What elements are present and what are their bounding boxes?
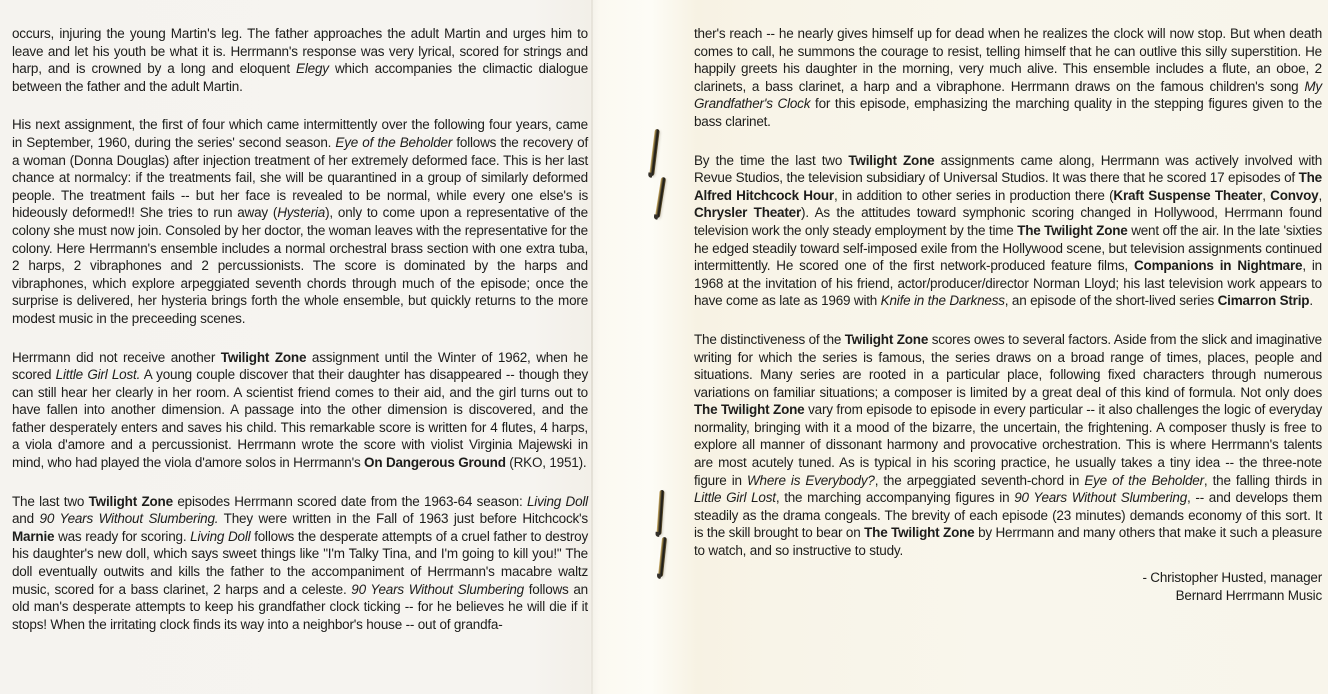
bold-text: Twilight Zone [844,331,929,347]
bold-text: The Twilight Zone [1017,222,1128,238]
body-text: which accompanies the climactic dialogue between the father and the adult Martin. [12,61,589,94]
signature-block [694,569,1322,606]
italic-text: Where is Everybody? [746,472,875,488]
staple-bottom-icon [658,537,667,577]
italic-text: 90 Years Without Slumbering [351,581,524,597]
body-text: was ready for scoring. [54,528,191,544]
body-text: by Herrmann and many others that make it such a pleasure to watch, and so instructive to study. [694,525,1323,559]
body-text: , the arpeggiated seventh-chord in [874,472,1085,488]
body-text: , an episode of the short-lived series [1004,293,1218,309]
italic-text: 90 Years Without Slumbering. [39,511,219,527]
italic-text: My Grandfather's Clock [694,78,1322,112]
body-text: The distinctiveness of the [694,331,845,347]
page-fold-crease [591,0,593,694]
body-text: follows the recovery of a woman (Donna Douglas) after injection treatment of her extremely deformed face. This is her last chance at normalcy: if the treatments fail, she will be quarantined in a group of similarly deformed people. The treatment fails -- but her face is revealed to be normal, while every one else's is hideously deformed!! She tries to run away ( [12,134,589,221]
bold-text: Twilight Zone [848,152,935,168]
italic-text: 90 Years Without Slumbering [1014,490,1188,506]
body-text: ther's reach -- he nearly gives himself up for dead when he realizes the clock will now stop. But when death comes to call, he summons the courage to resist, telling himself that he can outlive this silly superstition. He happily greets his daughter in the morning, very much alive. This ensemble includes a flute, an oboe, 2 clarinets, a bass clarinet, a harp and a vibraphone. Herrmann draws on the famous children's song [694,26,1322,94]
page-right-text-column [694,25,1322,606]
body-text: occurs, injuring the young Martin's leg. The father approaches the adult Martin and urges him to leave and let his youth be what it is. Herrmann's response was very lyrical, scored for strings and harp, and is crowned by a long and eloquent [12,26,588,77]
paragraph [694,331,1322,560]
body-text: ). As the attitudes toward symphonic scoring changed in Hollywood, Herrmann found television work the only steady employment by the time [694,205,1322,238]
bold-text: Marnie [12,528,55,544]
italic-text: Eye of the Beholder [335,134,453,150]
body-text: went off the air. In the late 'sixties he edged steadily toward self-imposed exile from the Hollywood scene, but television assignments continued intermittently. He scored one of the first network-produced feature films, [694,222,1322,274]
body-text: By the time the last two [694,152,849,168]
body-text: , -- and develops them steadily as the drama congeals. The brevity of each episode (23 minutes) demands economy of this sort. It is the skill brought to bear on [694,490,1322,541]
body-text: , the falling thirds in [1203,472,1323,488]
page-left-text-column [12,25,588,633]
body-text: , [1318,187,1323,203]
body-text: , in addition to other series in production there ( [833,187,1114,203]
italic-text: Elegy [296,61,329,77]
body-text: vary from episode to episode in every particular -- it also challenges the logic of everyday normality, bringing with it a mood of the bizarre, the uncertain, the frightening. A composer thusly is free to explore all manner of dissonant harmony and provocative orchestration. This is where Herrmann's talents are most acutely tuned. As is typical in his scoring practice, he usually takes a tiny idea -- the three-note figure in [694,402,1322,488]
bold-text: On Dangerous Ground [364,455,506,471]
italic-text: Hysteria [277,205,326,221]
bold-text: Twilight Zone [220,349,307,365]
italic-text: Little Girl Lost [694,490,776,506]
body-text: episodes Herrmann scored date from the 1963-64 season: [172,493,527,509]
italic-text: Little Girl Lost. [55,367,141,383]
bold-text: Companions in Nightmare [1133,258,1303,274]
body-text: for this episode, emphasizing the marching quality in the stepping figures given to the bass clarinet. [694,96,1323,129]
body-text: follows the desperate attempts of a cruel father to destroy his daughter's new doll, which says sweet things like "I'm Talky Tina, and I'm going to kill you!" The doll eventually outwits and kills the father to the accompaniment of Herrmann's macabre waltz music, scored for a bass clarinet, 2 harps and a celeste. [12,528,588,597]
body-text: A young couple discover that their daughter has disappeared -- though they can still hear her clearly in her room. A scientist friend comes to their aid, and the girl turns out to have fallen into another dimension. A passage into the other dimension is discovered, and the father desperately enters and saves his child. This remarkable score is written for 4 flutes, 4 harps, a viola d'amore and a percussionist. Herrmann wrote the score with violist Virginia Majewski in mind, who had played the viola d'amore solos in Herrmann's [12,367,588,471]
body-text: His next assignment, the first of four which came intermittently over the following four years, came in September, 1960, during the series' second season. [12,117,588,150]
italic-text: Living Doll [190,528,251,544]
body-text: (RKO, 1951). [505,455,587,471]
body-text: assignment until the Winter of 1962, when he scored [12,349,589,383]
body-text: , in 1968 at the invitation of his friend, actor/producer/director Norman Lloyd; his last television work appears to have come as late as 1969 with [694,258,1322,309]
staple-top-icon [655,177,666,218]
bold-text: The Alfred Hitchcock Hour [694,170,1322,203]
paragraph [694,152,1322,310]
italic-text: Knife in the Darkness [880,293,1005,309]
paragraph [12,116,588,327]
bold-text: Kraft Suspense Theater [1113,187,1263,203]
signature-company-line: Bernard Herrmann Music [1175,588,1322,604]
paragraph [694,25,1322,131]
body-text: The last two [12,493,89,509]
bold-text: The Twilight Zone [864,525,975,541]
bold-text: Cimarron Strip [1217,293,1310,309]
body-text: ), only to come upon a representative of the colony she must now join. Consoled by her doctor, the woman leaves with the representative for the colony. Here Herrmann's ensemble includes a normal orchestral brass section with one extra tuba, 2 harps, 2 vibraphones and 2 percussionists. The score is dominated by the harps and vibraphones, which explore arpeggiated seventh chords through much of the episode; once the surprise is delivered, her hysteria brings forth the whole ensemble, but quickly returns to the more modest music in the preceeding scenes. [12,205,588,326]
body-text: , the marching accompanying figures in [775,490,1015,506]
body-text: Herrmann did not receive another [12,349,221,365]
body-text: scores owes to several factors. Aside from the slick and imaginative writing for which the series is famous, the series draws on a broad range of times, places, people and situations. Many series are rooted in a particular place, following fixed characters through numerous variations on familiar situations; a composer is limited by a great deal of this kind of formula. Not only does [694,331,1322,400]
bold-text: The Twilight Zone [694,402,805,418]
paragraph [12,25,588,95]
body-text: assignments came along, Herrmann was actively involved with Revue Studios, the television subsidiary of Universal Studios. It was there that he scored 17 episodes of [694,152,1323,186]
bold-text: Convoy [1270,187,1319,203]
body-text: , [1262,187,1271,203]
paragraph [12,349,588,472]
staple-top-icon [649,129,660,176]
bold-text: Twilight Zone [88,493,173,509]
body-text: They were written in the Fall of 1963 just before Hitchcock's [218,511,588,527]
body-text: follows an old man's desperate attempts to keep his grandfather clock ticking -- for he believes he will die if it stops! When the irritating clock finds its way into a neighbor's house -- out of grandfa- [12,581,588,632]
body-text: and [12,511,40,527]
staple-bottom-icon [656,490,664,535]
signature-author-line: - Christopher Husted, manager [1142,569,1322,585]
italic-text: Eye of the Beholder [1084,472,1204,488]
paragraph [12,493,588,634]
page-right-paragraphs [694,25,1322,560]
body-text: . [1309,293,1313,309]
bold-text: Chrysler Theater [694,205,802,221]
italic-text: Living Doll [527,493,588,509]
